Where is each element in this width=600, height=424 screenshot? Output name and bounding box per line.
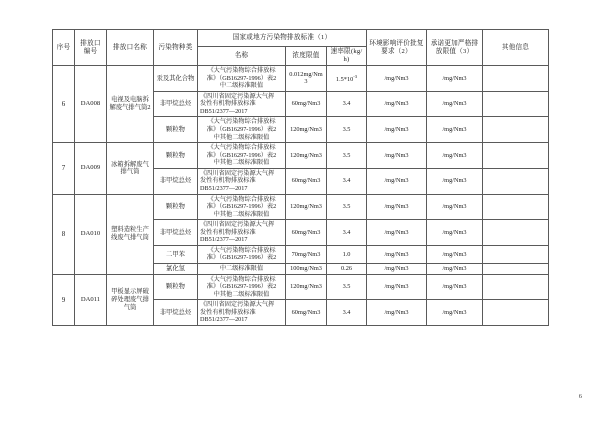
cell-other-info — [483, 194, 549, 220]
cell-standard-name: 《大气污染物综合排放标 准》（GB16297-1996）表2 中其他二级标准限值 — [198, 274, 286, 300]
cell-rate-limit: $1.5*10^{-3}$ — [327, 66, 367, 92]
cell-rate-limit: 3.5 — [327, 117, 367, 143]
cell-other-info — [483, 66, 549, 92]
cell-rate-limit: 3.5 — [327, 143, 367, 169]
cell-eia-approval: /mg/Nm3 — [367, 168, 427, 194]
header-eia-approval: 环境影响评价批复要求（2） — [367, 30, 427, 66]
cell-standard-name: 《大气污染物综合排放标 准》（GB16297-1996）表2 中二级标准限值 — [198, 66, 286, 92]
cell-seq: 8 — [53, 194, 75, 274]
cell-pollutant-type: 颗粒物 — [154, 274, 198, 300]
cell-concentration-limit: 120mg/Nm3 — [286, 117, 327, 143]
header-stricter-promise: 承诺更加严格排放限值（3） — [427, 30, 483, 66]
table-body — [53, 66, 549, 326]
cell-outlet-name: 冰箱拆解废气排气筒 — [107, 143, 154, 194]
header-outlet-name: 排放口名称 — [107, 30, 154, 66]
cell-other-info — [483, 274, 549, 300]
cell-eia-approval: /mg/Nm3 — [367, 91, 427, 117]
cell-eia-approval: /mg/Nm3 — [367, 245, 427, 263]
cell-eia-approval: /mg/Nm3 — [367, 143, 427, 169]
cell-concentration-limit: 100mg/Nm3 — [286, 264, 327, 275]
cell-concentration-limit: 120mg/Nm3 — [286, 274, 327, 300]
cell-outlet-code: DA008 — [75, 66, 107, 143]
cell-eia-approval: /mg/Nm3 — [367, 194, 427, 220]
cell-standard-name: 中二级标准限值 — [198, 264, 286, 275]
header-other-info: 其他信息 — [483, 30, 549, 66]
emission-permit-table-wrapper — [52, 29, 548, 326]
cell-eia-approval: /mg/Nm3 — [367, 66, 427, 92]
cell-stricter-promise: /mg/Nm3 — [427, 66, 483, 92]
table-header — [53, 30, 549, 66]
cell-pollutant-type: 非甲烷总烃 — [154, 91, 198, 117]
cell-other-info — [483, 91, 549, 117]
cell-standard-name: 《四川省固定污染源大气挥 发性有机物排放标准 DB51/2377—2017 — [198, 168, 286, 194]
cell-eia-approval: /mg/Nm3 — [367, 300, 427, 326]
cell-other-info — [483, 143, 549, 169]
table-row — [53, 143, 549, 169]
cell-other-info — [483, 300, 549, 326]
header-standard-group: 国家或地方污染物排放标准（1） — [198, 30, 367, 47]
cell-other-info — [483, 220, 549, 246]
cell-eia-approval: /mg/Nm3 — [367, 264, 427, 275]
cell-outlet-name: 甲板显示屏破碎处理废气排气筒 — [107, 274, 154, 325]
cell-other-info — [483, 264, 549, 275]
cell-pollutant-type: 非甲烷总烃 — [154, 300, 198, 326]
cell-rate-limit: 3.4 — [327, 168, 367, 194]
cell-rate-limit: 3.4 — [327, 91, 367, 117]
cell-concentration-limit: 120mg/Nm3 — [286, 194, 327, 220]
header-rate-limit: 速率限(kg/h) — [327, 47, 367, 66]
table-row — [53, 66, 549, 92]
cell-eia-approval: /mg/Nm3 — [367, 220, 427, 246]
cell-pollutant-type: 颗粒物 — [154, 194, 198, 220]
cell-standard-name: 《大气污染物综合排放标 准》（GB16297-1996）表2 中其他二级标准限值 — [198, 143, 286, 169]
cell-rate-limit: 1.0 — [327, 245, 367, 263]
cell-stricter-promise: /mg/Nm3 — [427, 245, 483, 263]
cell-seq: 9 — [53, 274, 75, 325]
cell-outlet-code: DA010 — [75, 194, 107, 274]
cell-pollutant-type: 颗粒物 — [154, 143, 198, 169]
cell-concentration-limit: 0.012mg/Nm3 — [286, 66, 327, 92]
cell-rate-limit: 3.5 — [327, 274, 367, 300]
cell-concentration-limit: 60mg/Nm3 — [286, 168, 327, 194]
cell-eia-approval: /mg/Nm3 — [367, 117, 427, 143]
cell-stricter-promise: /mg/Nm3 — [427, 168, 483, 194]
cell-standard-name: 《大气污染物综合排放标 准》（GB16297-1996）表2 中其他二级标准限值 — [198, 194, 286, 220]
header-standard-name: 名称 — [198, 47, 286, 66]
table-row — [53, 194, 549, 220]
cell-pollutant-type: 汞及其化合物 — [154, 66, 198, 92]
cell-seq: 6 — [53, 66, 75, 143]
cell-outlet-name: 塑料造粒生产线废气排气筒 — [107, 194, 154, 274]
header-outlet-code: 排放口编号 — [75, 30, 107, 66]
cell-stricter-promise: /mg/Nm3 — [427, 220, 483, 246]
cell-rate-limit: 3.4 — [327, 300, 367, 326]
cell-concentration-limit: 120mg/Nm3 — [286, 143, 327, 169]
cell-pollutant-type: 非甲烷总烃 — [154, 168, 198, 194]
cell-seq: 7 — [53, 143, 75, 194]
cell-concentration-limit: 60mg/Nm3 — [286, 91, 327, 117]
cell-other-info — [483, 117, 549, 143]
cell-standard-name: 《四川省固定污染源大气挥 发性有机物排放标准 DB51/2377—2017 — [198, 300, 286, 326]
cell-standard-name: 《大气污染物综合排放标 准》（GB16297-1996）表2 — [198, 245, 286, 263]
header-seq: 序号 — [53, 30, 75, 66]
page-number: 6 — [578, 393, 582, 400]
cell-standard-name: 《四川省固定污染源大气挥 发性有机物排放标准 DB51/2377—2017 — [198, 220, 286, 246]
cell-eia-approval: /mg/Nm3 — [367, 274, 427, 300]
header-concentration-limit: 浓度限值 — [286, 47, 327, 66]
cell-stricter-promise: /mg/Nm3 — [427, 300, 483, 326]
cell-concentration-limit: 60mg/Nm3 — [286, 220, 327, 246]
cell-rate-limit: 3.4 — [327, 220, 367, 246]
cell-rate-limit: 3.5 — [327, 194, 367, 220]
cell-rate-limit: 0.26 — [327, 264, 367, 275]
header-row-top — [53, 30, 549, 47]
cell-stricter-promise: /mg/Nm3 — [427, 143, 483, 169]
cell-concentration-limit: 70mg/Nm3 — [286, 245, 327, 263]
cell-standard-name: 《大气污染物综合排放标 准》（GB16297-1996）表2 中其他二级标准限值 — [198, 117, 286, 143]
cell-outlet-name: 电视及电脑拆解废气排气筒2 — [107, 66, 154, 143]
cell-pollutant-type: 氯化氢 — [154, 264, 198, 275]
cell-outlet-code: DA011 — [75, 274, 107, 325]
cell-stricter-promise: /mg/Nm3 — [427, 91, 483, 117]
cell-other-info — [483, 168, 549, 194]
cell-outlet-code: DA009 — [75, 143, 107, 194]
table-row — [53, 274, 549, 300]
cell-other-info — [483, 245, 549, 263]
cell-pollutant-type: 颗粒物 — [154, 117, 198, 143]
cell-concentration-limit: 60mg/Nm3 — [286, 300, 327, 326]
cell-pollutant-type: 非甲烷总烃 — [154, 220, 198, 246]
cell-stricter-promise: /mg/Nm3 — [427, 117, 483, 143]
cell-pollutant-type: 二甲苯 — [154, 245, 198, 263]
header-pollutant-type: 污染物种类 — [154, 30, 198, 66]
cell-stricter-promise: /mg/Nm3 — [427, 274, 483, 300]
emission-permit-table — [52, 29, 549, 326]
cell-stricter-promise: /mg/Nm3 — [427, 264, 483, 275]
cell-stricter-promise: /mg/Nm3 — [427, 194, 483, 220]
cell-standard-name: 《四川省固定污染源大气挥 发性有机物排放标准 DB51/2377—2017 — [198, 91, 286, 117]
